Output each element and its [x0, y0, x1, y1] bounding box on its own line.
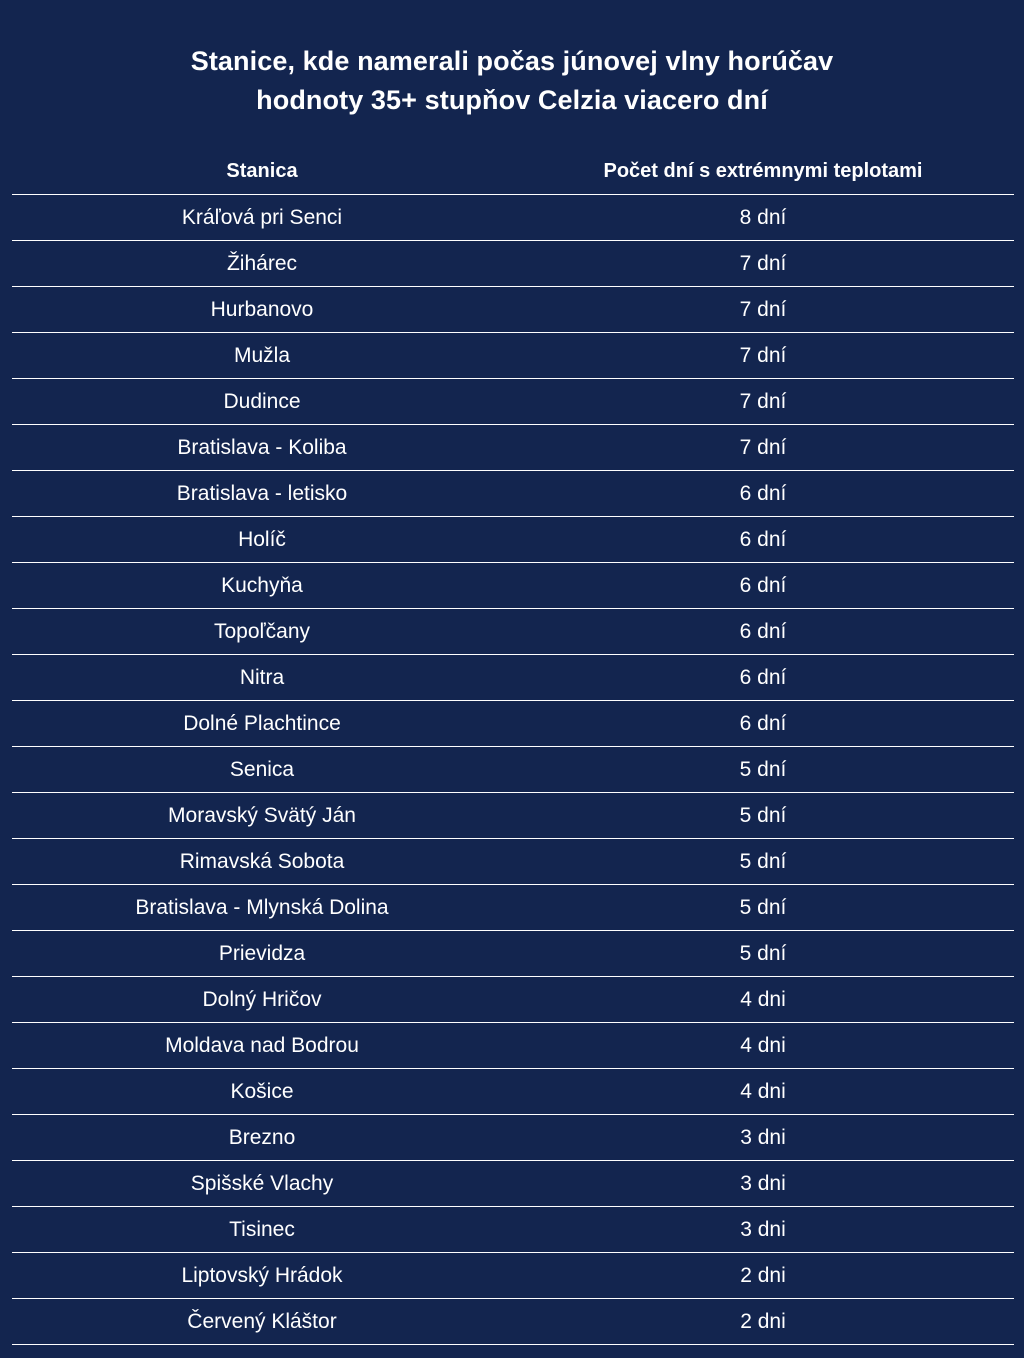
- cell-days: 7 dní: [512, 379, 1014, 425]
- cell-days: 5 dní: [512, 931, 1014, 977]
- cell-station: Brezno: [12, 1115, 512, 1161]
- cell-station: Hurbanovo: [12, 287, 512, 333]
- cell-station: Tisinec: [12, 1207, 512, 1253]
- cell-days: 6 dní: [512, 701, 1014, 747]
- table-row: [12, 701, 1014, 747]
- cell-station: Bratislava - Mlynská Dolina: [12, 885, 512, 931]
- table-row: [12, 793, 1014, 839]
- header-row: [12, 148, 1014, 195]
- table-row: [12, 747, 1014, 793]
- cell-days: 7 dní: [512, 241, 1014, 287]
- cell-station: Kuchyňa: [12, 563, 512, 609]
- cell-days: 2 dni: [512, 1299, 1014, 1345]
- cell-days: 2 dni: [512, 1253, 1014, 1299]
- cell-station: Liptovský Hrádok: [12, 1253, 512, 1299]
- cell-days: 3 dni: [512, 1207, 1014, 1253]
- cell-days: 6 dní: [512, 517, 1014, 563]
- table-row: [12, 471, 1014, 517]
- table-row: [12, 977, 1014, 1023]
- table-row: [12, 931, 1014, 977]
- cell-days: 4 dni: [512, 1069, 1014, 1115]
- cell-station: Bratislava - letisko: [12, 471, 512, 517]
- cell-days: 7 dní: [512, 425, 1014, 471]
- table-row: [12, 1023, 1014, 1069]
- table-row: [12, 333, 1014, 379]
- cell-station: Dolné Plachtince: [12, 701, 512, 747]
- cell-station: Nitra: [12, 655, 512, 701]
- table-row: [12, 609, 1014, 655]
- cell-days: 4 dni: [512, 1023, 1014, 1069]
- cell-days: 3 dni: [512, 1115, 1014, 1161]
- cell-station: Žihárec: [12, 241, 512, 287]
- cell-station: Prievidza: [12, 931, 512, 977]
- cell-days: 6 dní: [512, 471, 1014, 517]
- table-body: [12, 195, 1014, 1345]
- cell-days: 6 dní: [512, 655, 1014, 701]
- table-row: [12, 1299, 1014, 1345]
- table-row: [12, 1069, 1014, 1115]
- cell-days: 7 dní: [512, 287, 1014, 333]
- cell-days: 6 dní: [512, 563, 1014, 609]
- title-line-2: hodnoty 35+ stupňov Celzia viacero dní: [256, 85, 768, 115]
- cell-station: Holíč: [12, 517, 512, 563]
- cell-station: Topoľčany: [12, 609, 512, 655]
- table-row: [12, 195, 1014, 241]
- cell-station: Dudince: [12, 379, 512, 425]
- cell-station: Senica: [12, 747, 512, 793]
- cell-station: Košice: [12, 1069, 512, 1115]
- column-header-days: Počet dní s extrémnymi teplotami: [512, 148, 1014, 195]
- cell-days: 5 dní: [512, 747, 1014, 793]
- cell-station: Moldava nad Bodrou: [12, 1023, 512, 1069]
- table-row: [12, 1161, 1014, 1207]
- cell-days: 5 dní: [512, 793, 1014, 839]
- cell-days: 5 dní: [512, 885, 1014, 931]
- cell-station: Mužla: [12, 333, 512, 379]
- table-row: [12, 655, 1014, 701]
- cell-station: Bratislava - Koliba: [12, 425, 512, 471]
- table-row: [12, 839, 1014, 885]
- table-row: [12, 379, 1014, 425]
- cell-station: Dolný Hričov: [12, 977, 512, 1023]
- cell-station: Rimavská Sobota: [12, 839, 512, 885]
- cell-days: 6 dní: [512, 609, 1014, 655]
- column-header-station: Stanica: [12, 148, 512, 195]
- cell-station: Spišské Vlachy: [12, 1161, 512, 1207]
- table-row: [12, 1115, 1014, 1161]
- table-row: [12, 563, 1014, 609]
- cell-days: 5 dní: [512, 839, 1014, 885]
- cell-days: 4 dni: [512, 977, 1014, 1023]
- cell-station: Kráľová pri Senci: [12, 195, 512, 241]
- table-row: [12, 287, 1014, 333]
- cell-days: 3 dni: [512, 1161, 1014, 1207]
- cell-station: Červený Kláštor: [12, 1299, 512, 1345]
- table-row: [12, 425, 1014, 471]
- table-row: [12, 241, 1014, 287]
- table-row: [12, 885, 1014, 931]
- title-line-1: Stanice, kde namerali počas júnovej vlny horúčav: [190, 46, 834, 76]
- cell-station: Moravský Svätý Ján: [12, 793, 512, 839]
- table-row: [12, 517, 1014, 563]
- table-title: [0, 42, 1024, 120]
- table-row: [12, 1207, 1014, 1253]
- stations-table: [12, 148, 1014, 1345]
- table-row: [12, 1253, 1014, 1299]
- cell-days: 7 dní: [512, 333, 1014, 379]
- cell-days: 8 dní: [512, 195, 1014, 241]
